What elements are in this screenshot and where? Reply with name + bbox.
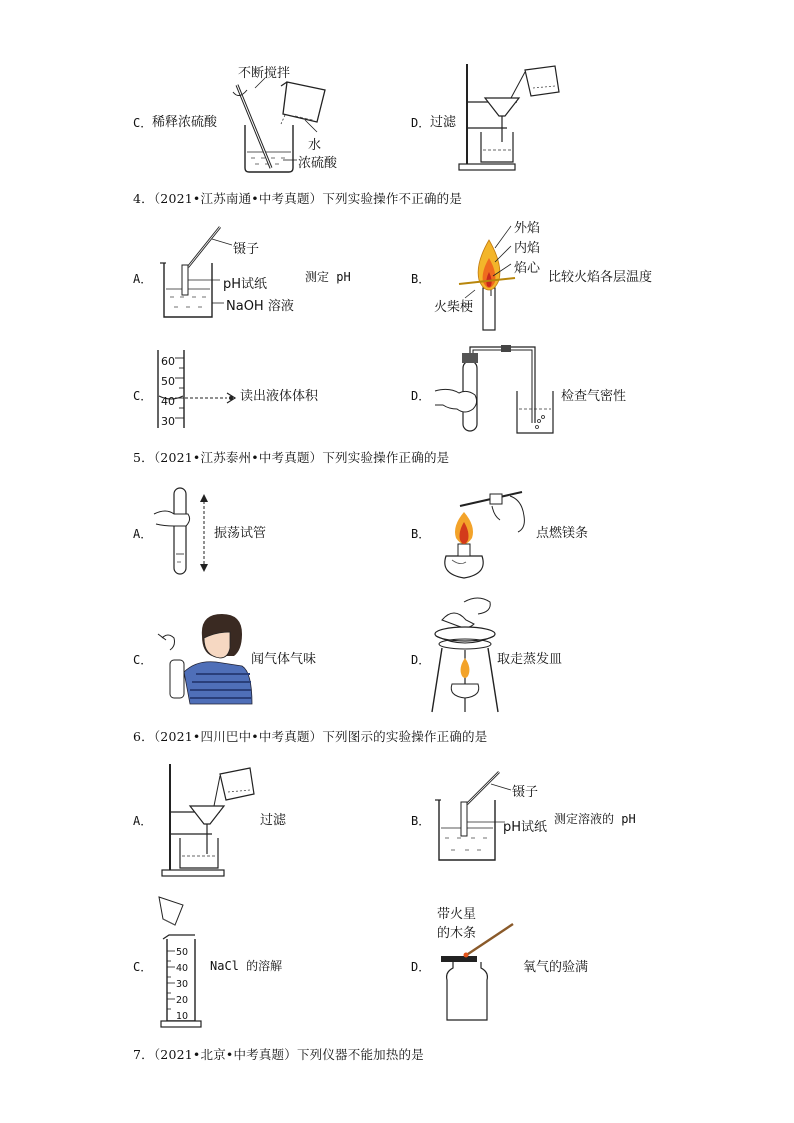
option-caption: 比较火焰各层温度 [548, 270, 653, 285]
option-caption: 稀释浓硫酸 [152, 115, 218, 130]
label-conc-acid: 浓硫酸 [298, 156, 338, 171]
option-letter: C． [133, 653, 153, 667]
option-letter: A． [133, 814, 153, 828]
option-letter: C． [133, 116, 153, 130]
option-letter: A． [133, 527, 153, 541]
option-caption: 氧气的验满 [523, 960, 589, 975]
label-matchstick: 火柴梗 [434, 300, 474, 315]
label-flame-core: 焰心 [514, 261, 541, 276]
scale-tick-label: 30 [161, 415, 175, 428]
scale-tick-label: 60 [161, 355, 175, 368]
option-letter: D． [411, 116, 431, 130]
question-stem: 6．（2021•四川巴中•中考真题）下列图示的实验操作正确的是 [133, 729, 488, 744]
option-letter: B． [411, 272, 431, 286]
scale-tick-label: 50 [161, 375, 175, 388]
shake-test-tube-figure [152, 484, 222, 579]
scale-tick-label: 30 [176, 979, 189, 990]
option-letter: D． [411, 960, 431, 974]
cylinder-scale [161, 352, 175, 432]
option-letter: D． [411, 653, 431, 667]
label-outer-flame: 外焰 [514, 221, 541, 236]
ignite-magnesium-figure [430, 482, 530, 584]
option-caption: 过滤 [430, 115, 457, 130]
option-caption: 读出液体体积 [240, 389, 319, 404]
label-water: 水 [308, 138, 322, 153]
option-caption: 检查气密性 [561, 389, 627, 404]
option-letter: B． [411, 527, 431, 541]
label-stir: 不断搅拌 [238, 66, 291, 81]
scale-tick-label: 40 [176, 963, 189, 974]
smell-gas-figure [156, 608, 254, 708]
question-stem: 4．（2021•江苏南通•中考真题）下列实验操作不正确的是 [133, 191, 463, 206]
option-caption: 点燃镁条 [536, 526, 589, 541]
airtightness-figure [435, 343, 560, 438]
label-ph-paper: pH试纸 [223, 277, 268, 292]
question-stem: 7．（2021•北京•中考真题）下列仪器不能加热的是 [133, 1047, 424, 1062]
option-caption: 过滤 [260, 813, 287, 828]
option-letter: D． [411, 389, 431, 403]
option-caption: 测定溶液的 pH [554, 812, 636, 826]
filtration-figure [156, 762, 256, 880]
option-caption: 振荡试管 [214, 526, 267, 541]
label-ph-paper: pH试纸 [503, 820, 548, 835]
label-tweezers: 镊子 [233, 242, 260, 257]
option-caption: 测定 pH [305, 270, 351, 284]
label-glowing-splint: 带火星 [437, 907, 477, 922]
label-naoh: NaOH 溶液 [226, 299, 294, 314]
label-glowing-splint: 的木条 [437, 926, 477, 941]
label-tweezers: 镊子 [512, 785, 539, 800]
scale-tick-label: 40 [161, 395, 175, 408]
option-letter: B． [411, 814, 431, 828]
option-letter: A． [133, 272, 153, 286]
option-caption: 取走蒸发皿 [497, 652, 563, 667]
option-caption: NaCl 的溶解 [210, 959, 283, 973]
option-letter: C． [133, 960, 153, 974]
scale-tick-label: 50 [176, 947, 189, 958]
label-inner-flame: 内焰 [514, 241, 541, 256]
ph-test-figure [160, 225, 230, 323]
filtration-figure [455, 62, 565, 174]
option-caption: 闻气体气味 [251, 652, 317, 667]
option-letter: C． [133, 389, 153, 403]
cylinder-scale [176, 945, 188, 1025]
scale-tick-label: 20 [176, 995, 189, 1006]
question-stem: 5．（2021•江苏泰州•中考真题）下列实验操作正确的是 [133, 450, 450, 465]
scale-tick-label: 10 [176, 1011, 189, 1022]
evaporating-dish-figure [428, 596, 503, 716]
